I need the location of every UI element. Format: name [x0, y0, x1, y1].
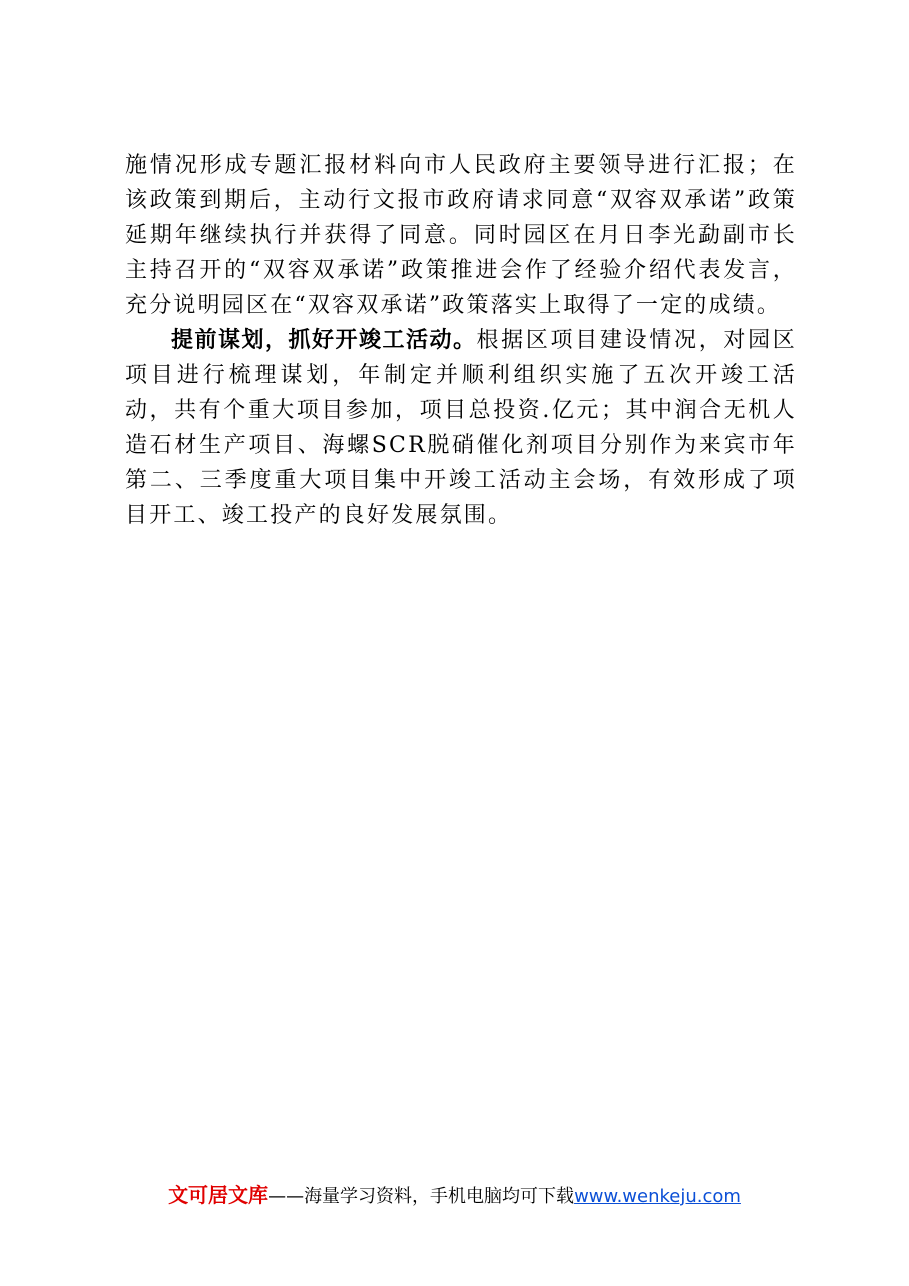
footer-brand: 文可居文库	[168, 1183, 269, 1207]
paragraph-text: 施情况形成专题汇报材料向市人民政府主要领导进行汇报；在该政策到期后，主动行文报市政府请求同意“双容双承诺”政策延期年继续执行并获得了同意。同时园区在月日李光勐副市长主持召开的“双容双承诺”政策推进会作了经验介绍代表发言，充分说明园区在“双容双承诺”政策落实上取得了一定的成绩。	[125, 153, 797, 318]
paragraph-text: 根据区项目建设情况，对园区项目进行梳理谋划，年制定并顺利组织实施了五次开竣工活动，共有个重大项目参加，项目总投资.亿元；其中润合无机人造石材生产项目、海螺SCR脱硝催化剂项目分别作为来宾市年第二、三季度重大项目集中开竣工活动主会场，有效形成了项目开工、竣工投产的良好发展氛围。	[125, 328, 797, 528]
footer-banner	[0, 1181, 909, 1211]
document-body	[125, 148, 797, 533]
footer-tagline: ——海量学习资料，手机电脑均可下载	[268, 1186, 575, 1207]
paragraph-policy-report	[125, 148, 797, 323]
footer-website-link[interactable]: www.wenkeju.com	[574, 1186, 741, 1207]
paragraph-groundbreaking-activities	[125, 323, 797, 533]
paragraph-lead-heading: 提前谋划，抓好开竣工活动。	[171, 328, 477, 353]
